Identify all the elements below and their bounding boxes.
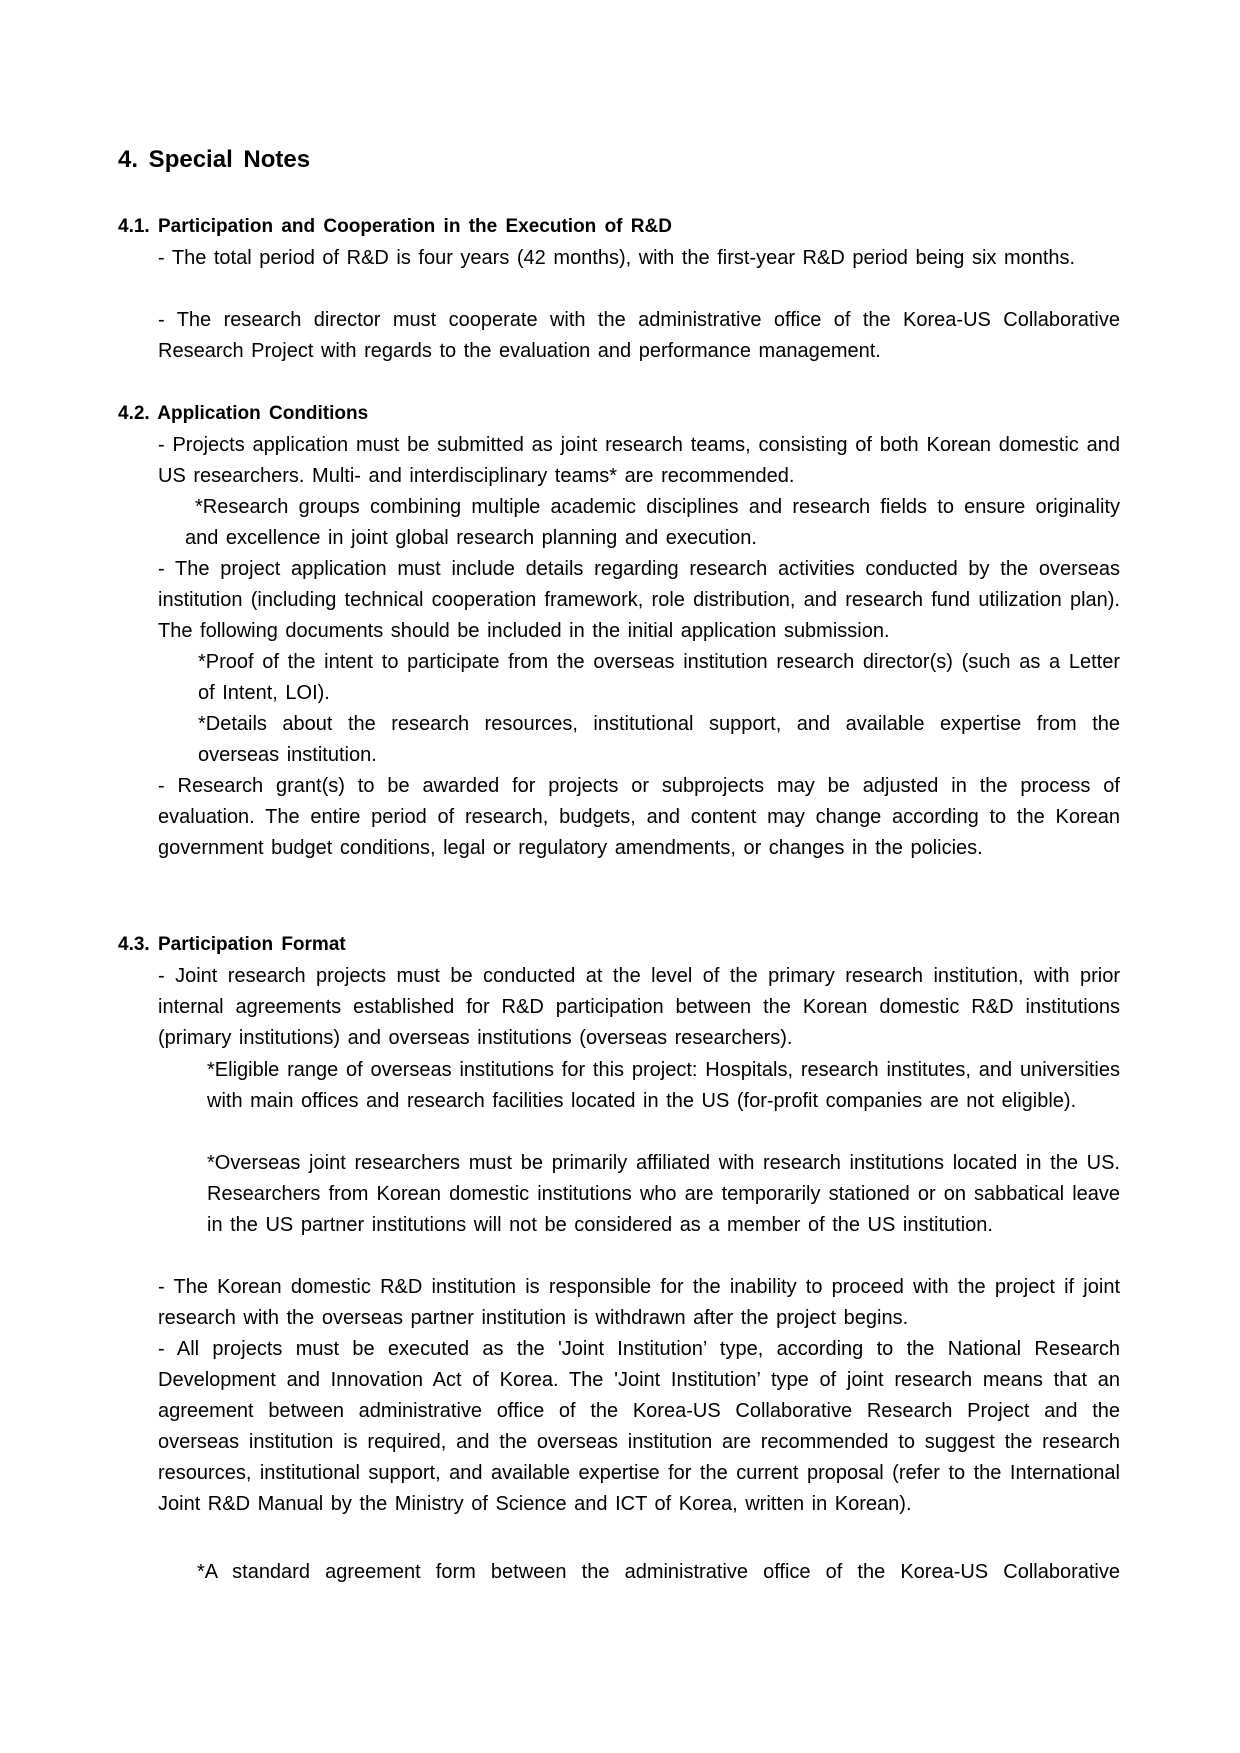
paragraph: - The total period of R&D is four years (42 months), with the first-year R&D period being six months. — [158, 247, 1076, 269]
footnote-item: *Details about the research resources, institutional support, and available expertise from the overseas institution. — [198, 713, 1120, 766]
footnote-item: *Overseas joint researchers must be primarily affiliated with research institutions located in the US. Researchers from Korean domestic institutions who are temporarily stationed or on sabbatical leave in the US partner institutions will not be considered as a member of the US institution. — [207, 1152, 1120, 1236]
subsection-heading-4-2: 4.2. Application Conditions — [118, 403, 369, 424]
footnote-item: *Proof of the intent to participate from the overseas institution research director(s) (such as a Letter of Intent, LOI). — [198, 651, 1120, 704]
paragraph: - Projects application must be submitted as joint research teams, consisting of both Korean domestic and US researchers. Multi- and interdisciplinary teams* are recommended. — [158, 434, 1120, 487]
subsection-heading-4-1: 4.1. Participation and Cooperation in the Execution of R&D — [118, 216, 672, 237]
paragraph: - Joint research projects must be conducted at the level of the primary research institution, with prior internal agreements established for R&D participation between the Korean domestic R&D institutions (primary institutions) and overseas institutions (overseas researchers). — [158, 965, 1120, 1049]
paragraph: - The research director must cooperate with the administrative office of the Korea-US Collaborative Research Project with regards to the evaluation and performance management. — [158, 309, 1120, 362]
section-title: 4. Special Notes — [118, 146, 311, 173]
paragraph: - The Korean domestic R&D institution is responsible for the inability to proceed with the project if joint research with the overseas partner institution is withdrawn after the project begins. — [158, 1276, 1120, 1329]
subsection-heading-4-3: 4.3. Participation Format — [118, 934, 346, 955]
paragraph: - Research grant(s) to be awarded for projects or subprojects may be adjusted in the process of evaluation. The entire period of research, budgets, and content may change according to the Korean government budget conditions, legal or regulatory amendments, or changes in the policies. — [158, 775, 1120, 859]
paragraph: - The project application must include details regarding research activities conducted by the overseas institution (including technical cooperation framework, role distribution, and research fund utilization plan). The following documents should be included in the initial application submission. — [158, 558, 1120, 642]
footnote-item: *Eligible range of overseas institutions for this project: Hospitals, research institutes, and universities with main offices and research facilities located in the US (for-profit companies are not eligible). — [207, 1059, 1120, 1112]
footnote-item: *A standard agreement form between the administrative office of the Korea-US Collaborative — [197, 1561, 1120, 1583]
paragraph: - All projects must be executed as the 'Joint Institution’ type, according to the National Research Development and Innovation Act of Korea. The 'Joint Institution’ type of joint research means that an agreement between administrative office of the Korea-US Collaborative Research Project and the overseas institution is required, and the overseas institution are recommended to suggest the research resources, institutional support, and available expertise for the current proposal (refer to the International Joint R&D Manual by the Ministry of Science and ICT of Korea, written in Korean). — [158, 1338, 1120, 1515]
footnote-item: *Research groups combining multiple academic disciplines and research fields to ensure originality and excellence in joint global research planning and execution. — [185, 496, 1120, 549]
